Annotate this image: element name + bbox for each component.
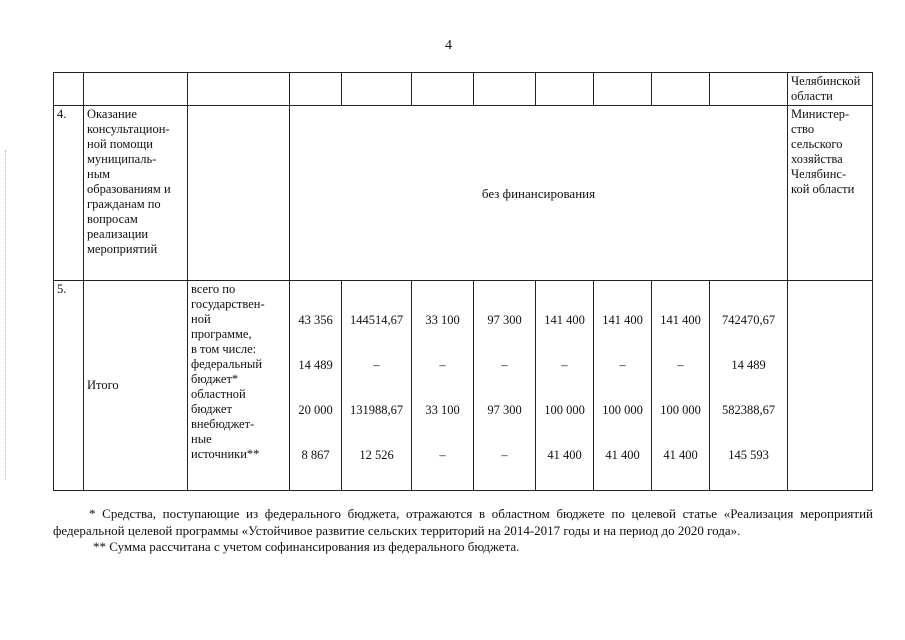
event-name-cell (84, 106, 188, 281)
responsible-line: ство (791, 122, 815, 136)
program-table (53, 72, 873, 491)
event-name-line: вопросам (87, 212, 138, 226)
financing-cell: без финансирования (290, 106, 788, 281)
event-name-line: ной помощи (87, 137, 153, 151)
event-name-line: муниципаль- (87, 152, 157, 166)
row-number: 4. (54, 106, 84, 281)
value-regional: 582388,67 (721, 403, 776, 417)
value-total: 43 356 (298, 313, 333, 327)
value-regional: 20 000 (298, 403, 333, 417)
responsible-cell (788, 106, 873, 281)
funding-source-line: бюджет* (191, 372, 239, 386)
table-row-top (54, 73, 873, 106)
value-federal: 14 489 (731, 358, 766, 372)
funding-source-line: бюджет (191, 402, 232, 416)
funding-source-line: всего по (191, 282, 236, 296)
value-federal: – (439, 358, 446, 372)
funding-source-line: ной (191, 312, 211, 326)
value-regional: 100 000 (602, 403, 643, 417)
value-col-4 (474, 281, 536, 491)
value-federal: – (501, 358, 508, 372)
page-number: 4 (445, 38, 452, 53)
footnote-federal: * Средства, поступающие из федерального бюджета, отражаются в областном бюджете по целевой статье «Реализация мероприятий федеральной целевой программы «Устойчивое развитие сельских территорий на 2014-2017 годы и на период до 2020 года». (53, 506, 873, 538)
value-col-total (710, 281, 788, 491)
footnotes (53, 506, 873, 556)
value-col-7 (652, 281, 710, 491)
value-federal: – (373, 358, 380, 372)
value-col-1 (290, 281, 342, 491)
funding-source-line: в том числе: (191, 342, 257, 356)
value-federal: – (561, 358, 568, 372)
value-extra: 8 867 (301, 448, 330, 462)
responsible-line: сельского (791, 137, 843, 151)
value-extra: 41 400 (663, 448, 698, 462)
responsible-line: кой области (791, 182, 855, 196)
table-row-4 (54, 106, 873, 281)
footnote-cofinancing: ** Сумма рассчитана с учетом софинансирования из федерального бюджета. (93, 539, 520, 554)
value-total: 33 100 (425, 313, 460, 327)
value-extra: 41 400 (547, 448, 582, 462)
funding-source-line: федеральный (191, 357, 263, 371)
value-regional: 131988,67 (349, 403, 404, 417)
value-extra: – (501, 448, 508, 462)
responsible-line: хозяйства (791, 152, 843, 166)
value-extra: – (439, 448, 446, 462)
value-regional: 100 000 (660, 403, 701, 417)
value-total: 141 400 (544, 313, 585, 327)
event-name-line: реализации (87, 227, 149, 241)
value-extra: 12 526 (359, 448, 394, 462)
event-name-line: консультацион- (87, 122, 170, 136)
value-total: 97 300 (487, 313, 522, 327)
value-total: 141 400 (660, 313, 701, 327)
funding-source-line: источники** (191, 447, 260, 461)
event-name-line: мероприятий (87, 242, 158, 256)
event-name-line: ным (87, 167, 110, 181)
table-row-5 (54, 281, 873, 491)
value-total: 742470,67 (721, 313, 776, 327)
value-col-6 (594, 281, 652, 491)
value-total: 144514,67 (349, 313, 404, 327)
value-regional: 97 300 (487, 403, 522, 417)
value-regional: 100 000 (544, 403, 585, 417)
value-col-2 (342, 281, 412, 491)
total-label: Итого (84, 281, 188, 491)
value-col-5 (536, 281, 594, 491)
funding-source-line: внебюджет- (191, 417, 255, 431)
funding-source-line: областной (191, 387, 246, 401)
value-col-3 (412, 281, 474, 491)
responsible-line: области (791, 89, 833, 103)
responsible-line: Челябинской (791, 74, 861, 88)
responsible-cell (788, 73, 873, 106)
responsible-line: Министер- (791, 107, 850, 121)
event-name-line: гражданам по (87, 197, 161, 211)
value-federal: – (677, 358, 684, 372)
value-extra: 41 400 (605, 448, 640, 462)
funding-source-line: программе, (191, 327, 252, 341)
scan-margin-marks (5, 150, 8, 480)
value-federal: 14 489 (298, 358, 333, 372)
funding-source-line: государствен- (191, 297, 265, 311)
value-regional: 33 100 (425, 403, 460, 417)
event-name-line: образованиям и (87, 182, 171, 196)
event-name-line: Оказание (87, 107, 137, 121)
funding-source-line: ные (191, 432, 212, 446)
responsible-line: Челябинс- (791, 167, 847, 181)
funding-source-cell (188, 281, 290, 491)
value-extra: 145 593 (728, 448, 769, 462)
value-federal: – (619, 358, 626, 372)
value-total: 141 400 (602, 313, 643, 327)
row-number: 5. (54, 281, 84, 491)
